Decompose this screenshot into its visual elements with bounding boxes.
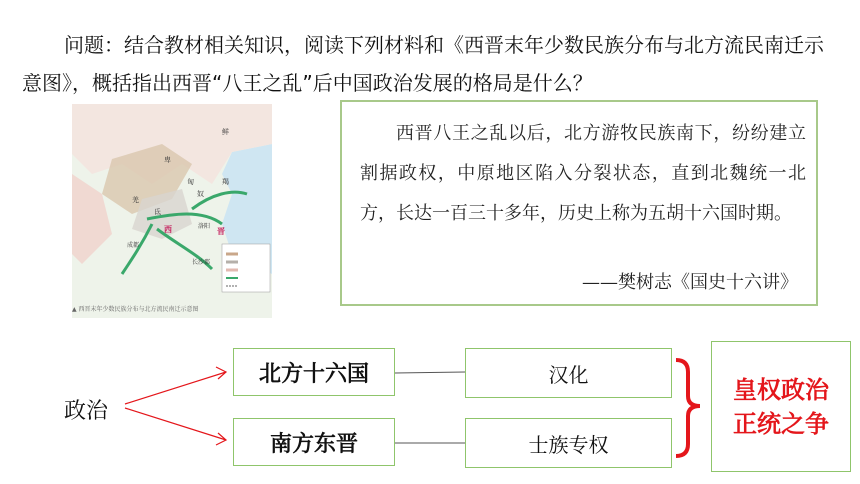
north-feature: 汉化 — [548, 362, 589, 387]
right-bracket — [676, 360, 700, 456]
map-label: 氐 — [154, 208, 161, 216]
map-label: 成都 — [127, 242, 140, 249]
south-feature: 士族专权 — [528, 432, 609, 457]
quote-source: ——樊树志《国史十六讲》 — [582, 272, 798, 293]
north-label: 北方十六国 — [258, 361, 369, 387]
map-label: 晋 — [217, 227, 225, 236]
question-body: 问题：结合教材相关知识，阅读下列材料和《西晋末年少数民族分布与北方流民南迁示意图》，概括指出西晋“八王之乱”后中国政治发展的格局是什么？ — [22, 33, 824, 95]
map-label: 西 — [164, 225, 172, 234]
south-eastern-jin-box — [233, 418, 395, 466]
sinicization-box — [465, 348, 672, 398]
map-label: 奴 — [197, 190, 204, 198]
map-label: 洛阳 — [198, 223, 211, 230]
map-label: 羌 — [132, 196, 139, 204]
arrow-to-north — [125, 372, 226, 404]
map-label: 卑 — [164, 156, 171, 164]
map-label: 长沙郡 — [192, 259, 211, 266]
result-line-1: 皇权政治 — [733, 375, 829, 404]
south-label: 南方东晋 — [269, 431, 358, 457]
root-label-politics: 政治 — [64, 399, 109, 424]
arrow-to-south — [125, 408, 226, 440]
north-sixteen-kingdoms-box — [233, 348, 395, 396]
map-label: 匈 — [187, 178, 194, 186]
map-label: 鲜 — [222, 128, 229, 136]
map-label: 羯 — [222, 178, 229, 186]
result-line-2: 正统之争 — [733, 409, 829, 438]
map-caption: ▲ 西晋末年少数民族分布与北方流民南迁示意图 — [72, 306, 199, 313]
quote-text: 西晋八王之乱以后，北方游牧民族南下，纷纷建立割据政权，中原地区陷入分裂状态，直到北魏统一北方，长达一百三十多年，历史上称为五胡十六国时期。 — [360, 123, 806, 224]
line-north-han — [395, 372, 465, 373]
aristocracy-box — [465, 418, 672, 468]
result-box — [711, 341, 851, 472]
